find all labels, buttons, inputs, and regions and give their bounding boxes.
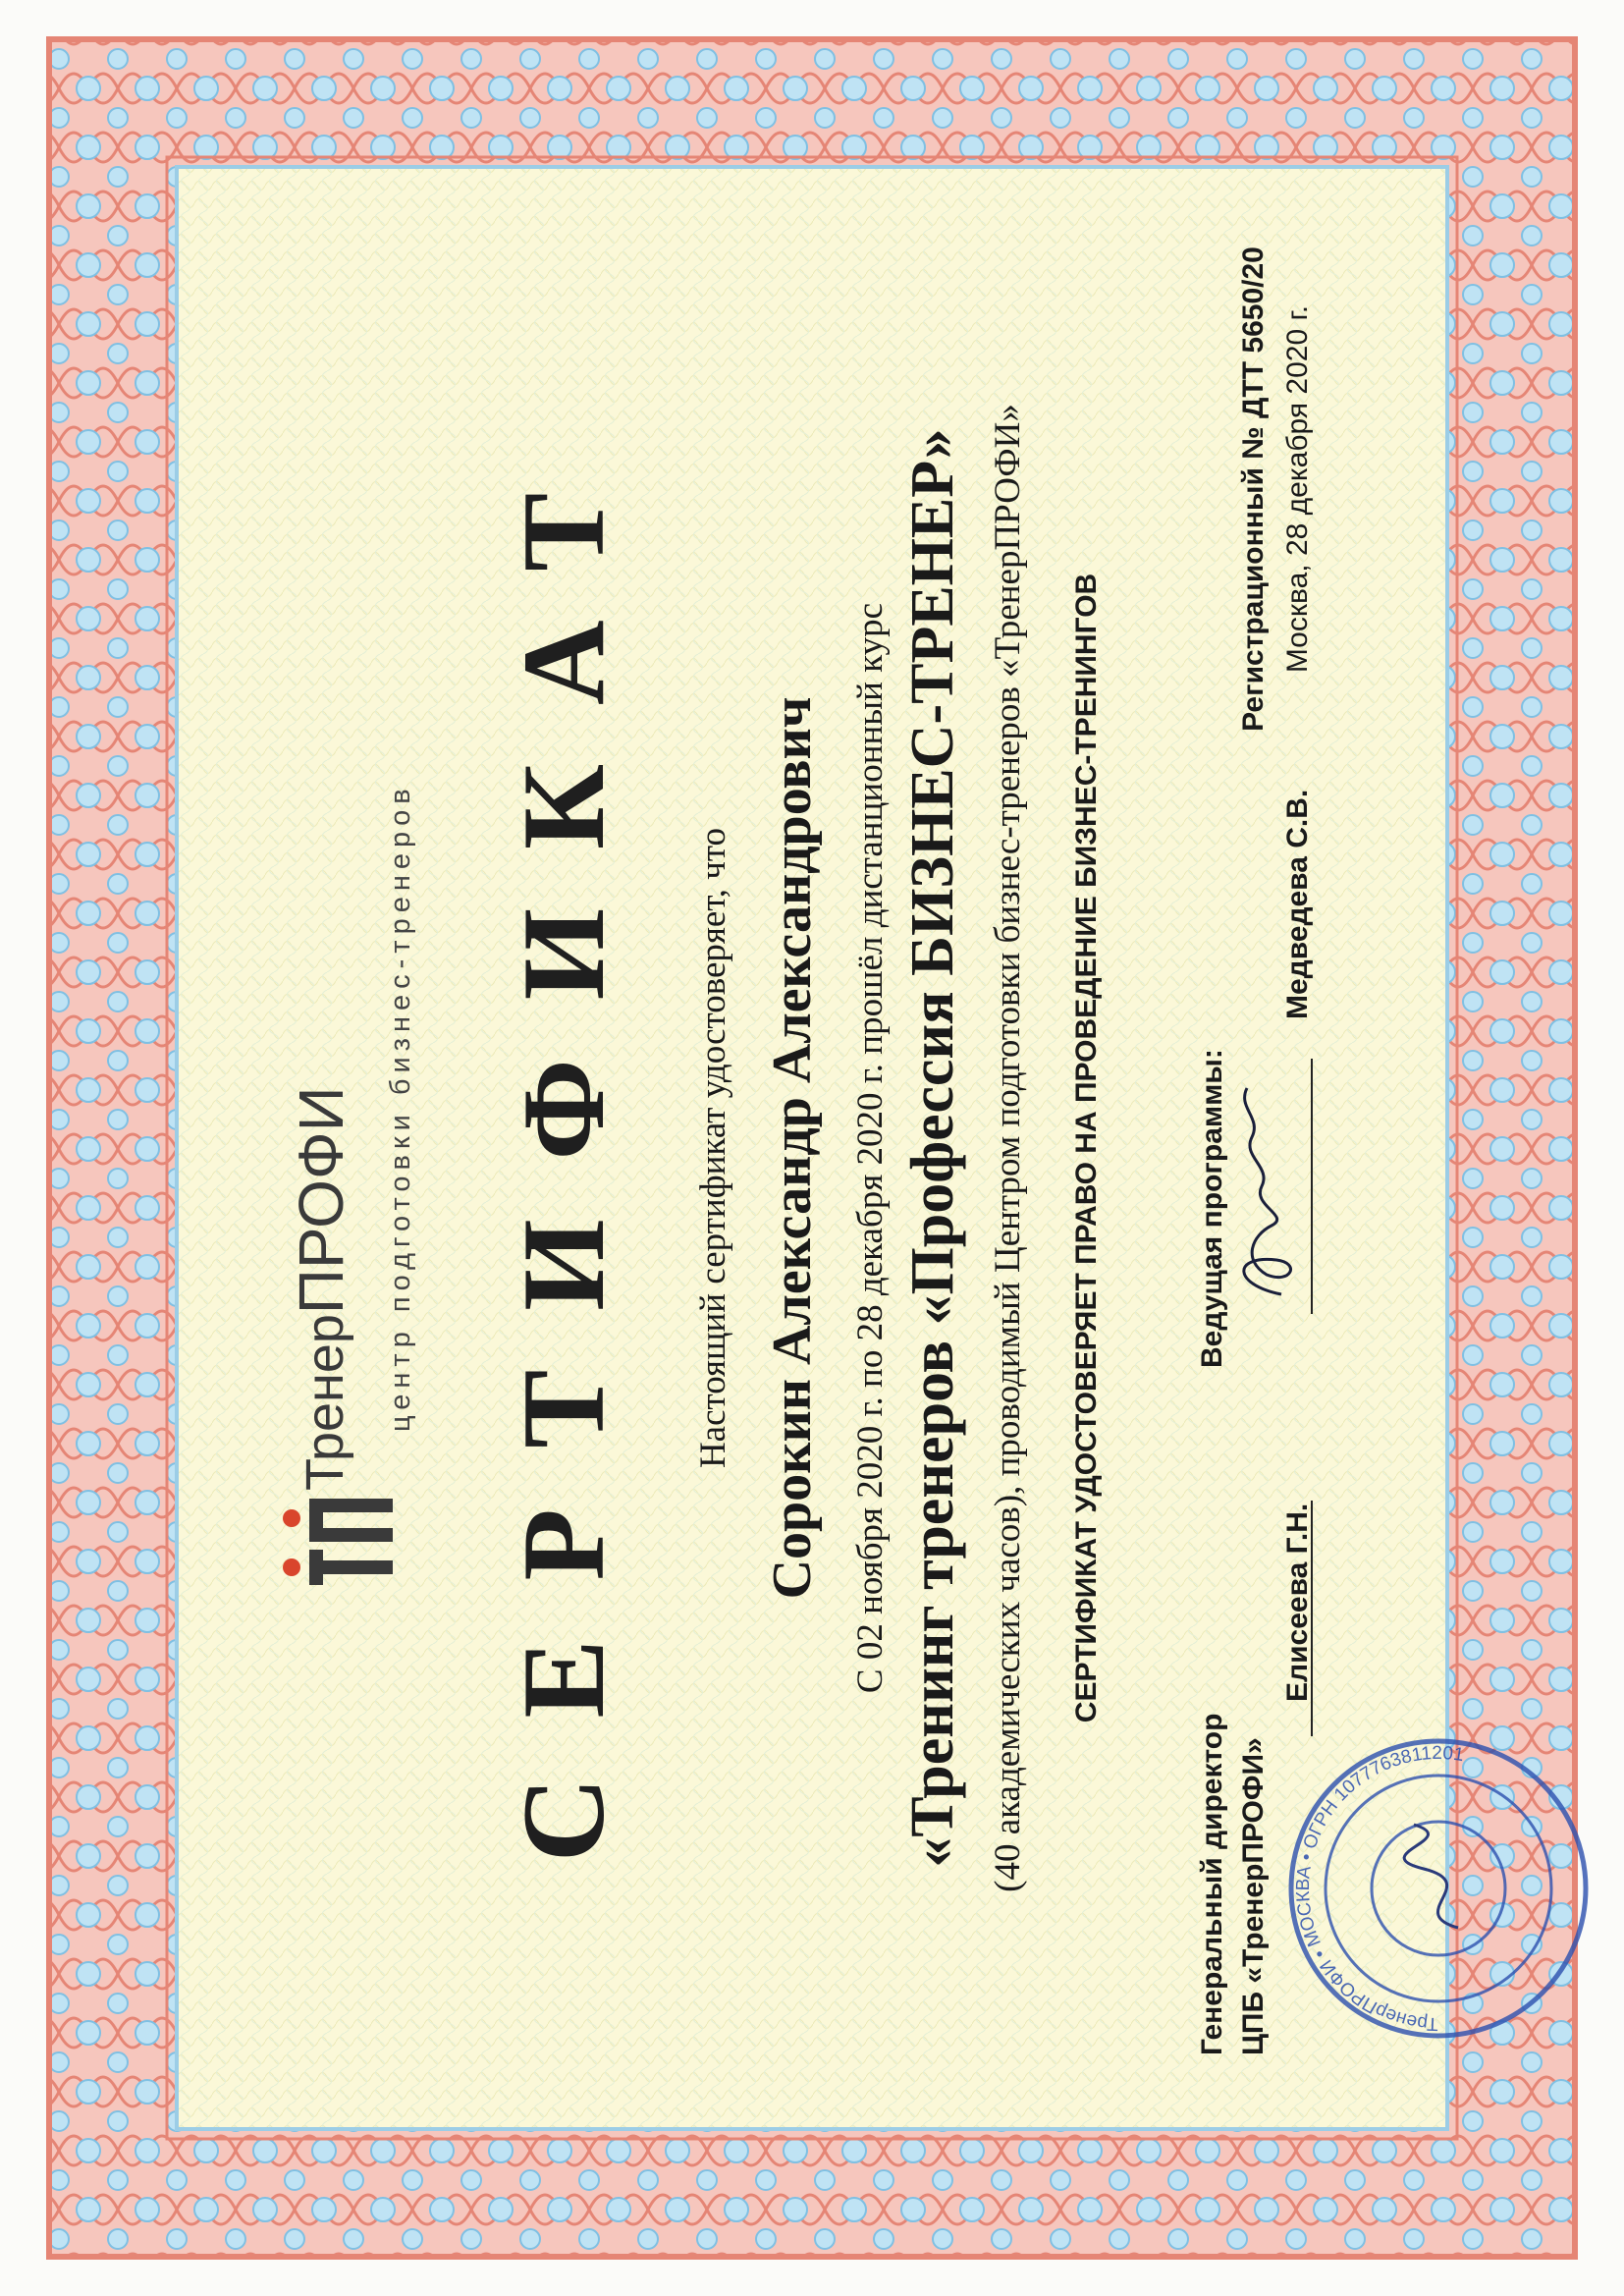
certificate-right: СЕРТИФИКАТ УДОСТОВЕРЯЕТ ПРАВО НА ПРОВЕДЕНИЕ БИЗНЕС-ТРЕНИНГОВ <box>1070 573 1103 1723</box>
course-title: «Тренинг тренеров «Профессия БИЗНЕС-ТРЕНЕР» <box>899 428 966 1868</box>
lead-signature-line <box>1311 1059 1313 1314</box>
logo-subtitle: центр подготовки бизнес-тренеров <box>385 783 416 1432</box>
registration-place-date: Москва, 28 декабря 2020 г. <box>1281 304 1314 674</box>
director-title: Генеральный директор <box>1196 1713 1228 2055</box>
course-dates: С 02 ноября 2020 г. по 28 декабря 2020 г. прошёл дистанционный курс <box>850 602 891 1694</box>
registration-number: Регистрационный № ДТТ 5650/20 <box>1237 246 1270 732</box>
stamp-text: ТренерПРОФИ • МОСКВА • ОГРН 1077763811201 <box>1292 1742 1466 2035</box>
recipient-name: Сорокин Александр Александрович <box>762 696 823 1600</box>
director-name: Елисеева Г.Н. <box>1281 1503 1314 1702</box>
logo-name-part1: Тренер <box>296 1314 354 1491</box>
logo-name-part2: ПРОФИ <box>286 1086 356 1315</box>
logo-mark-icon <box>280 1496 398 1589</box>
course-hours: (40 академических часов), проводимый Центром подготовки бизнес-тренеров «ТренерПРОФИ» <box>988 404 1028 1892</box>
official-stamp-icon <box>1276 1726 1600 2050</box>
lead-signature-icon <box>1222 1068 1311 1314</box>
director-org: ЦПБ «ТренерПРОФИ» <box>1237 1737 1270 2055</box>
certificate-title: СЕРТИФИКАТ <box>498 433 628 1863</box>
intro-text: Настоящий сертификат удостоверяет, что <box>693 827 733 1469</box>
logo-name <box>285 1086 357 1491</box>
svg-text:ТренерПРОФИ • МОСКВА • ОГРН 10 <box>1293 1743 1465 2034</box>
lead-name: Медведева С.В. <box>1281 789 1314 1019</box>
lead-title: Ведущая программы: <box>1196 1049 1228 1368</box>
